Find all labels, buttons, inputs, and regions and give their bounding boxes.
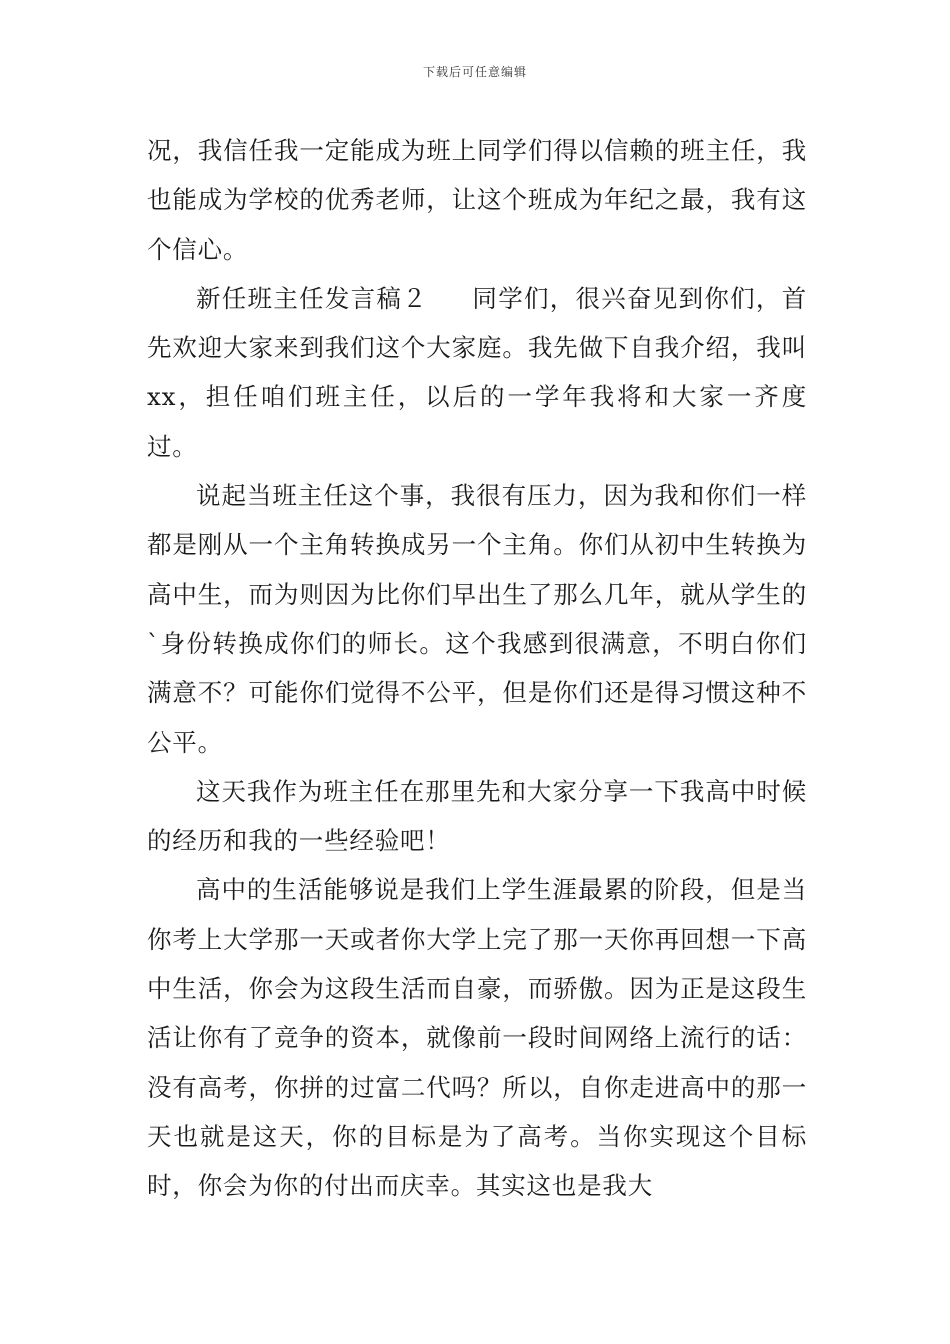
page-header: 下载后可任意编辑	[422, 65, 527, 79]
paragraph-continuation: 况，我信任我一定能成为班上同学们得以信赖的班主任，我也能成为学校的优秀老师，让这个班成为年纪之最，我有这个信心。	[147, 136, 807, 264]
paragraph-share: 这天我作为班主任在那里先和大家分享一下我高中时候的经历和我的一些经验吧！	[147, 776, 807, 856]
paragraph-high-school: 高中的生活能够说是我们上学生涯最累的阶段，但是当你考上大学那一天或者你大学上完了那一天你再回想一下高中生活，你会为这段生活而自豪，而骄傲。因为正是这段生活让你有了竞争的资本，就像前一段时间网络上流行的话：没有高考，你拼的过富二代吗？所以，自你走进高中的那一天也就是这天，你的目标是为了高考。当你实现这个目标时，你会为你的付出而庆幸。其实这也是我大	[147, 875, 807, 1201]
document-body	[147, 126, 807, 1211]
paragraph-pressure: 说起当班主任这个事，我很有压力，因为我和你们一样都是刚从一个主角转换成另一个主角。你们从初中生转换为高中生，而为则因为比你们早出生了那么几年，就从学生的`身份转换成你们的师长。这个我感到很满意，不明白你们满意不？可能你们觉得不公平，但是你们还是得习惯这种不公平。	[147, 481, 807, 757]
section-first-paragraph: 同学们，很兴奋见到你们，首先欢迎大家来到我们这个大家庭。我先做下自我介绍，我叫xx，担任咱们班主任，以后的一学年我将和大家一齐度过。	[147, 283, 807, 461]
paragraph-section-start	[147, 274, 807, 471]
section-title: 新任班主任发言稿２	[196, 283, 428, 313]
